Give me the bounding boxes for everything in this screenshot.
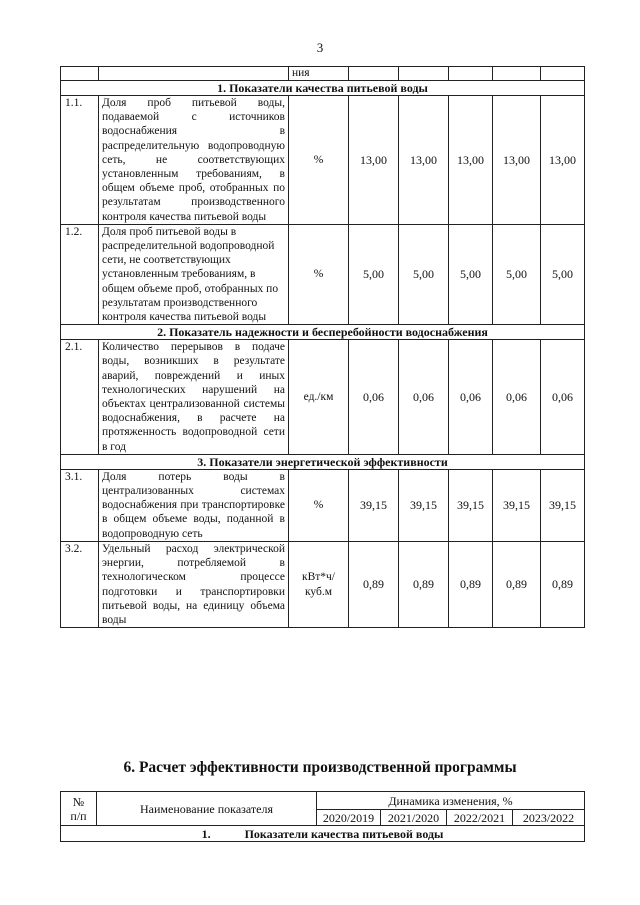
section-header-row (61, 81, 585, 96)
row-indicator-name: Удельный расход электрической энергии, потребляемой в технологическом процессе подготовки и транспортировки питьевой воды, на единицу объема воды (99, 541, 289, 627)
row-number: 1.2. (61, 224, 99, 324)
table-row (61, 541, 585, 627)
section-header-row (61, 826, 585, 842)
row-value: 39,15 (449, 469, 493, 541)
row-unit: кВт*ч/ куб.м (289, 541, 349, 627)
row-value: 0,89 (349, 541, 399, 627)
year-header: 2022/2021 (447, 810, 513, 826)
efficiency-table (60, 791, 585, 842)
row-value: 13,00 (349, 96, 399, 225)
year-header: 2021/2020 (381, 810, 447, 826)
section-number: 1. (201, 826, 211, 841)
row-value: 5,00 (493, 224, 541, 324)
row-number: 3.2. (61, 541, 99, 627)
row-value: 0,06 (493, 340, 541, 455)
table-header-fragment-row (61, 67, 585, 81)
header-cell (61, 67, 99, 81)
row-number: 1.1. (61, 96, 99, 225)
row-unit: % (289, 96, 349, 225)
row-value: 39,15 (493, 469, 541, 541)
header-cell (541, 67, 585, 81)
section-title: 1. Показатели качества питьевой воды (61, 81, 585, 96)
row-value: 5,00 (349, 224, 399, 324)
header-cell-unit: ния (289, 67, 349, 81)
row-indicator-name: Доля проб питьевой воды, подаваемой с источников водоснабжения в распределительную водопроводную сеть, не соответствующих установленным требованиям, в общем объеме проб, отобранных по результатам производственного контроля качества питьевой воды (99, 96, 289, 225)
row-value: 39,15 (349, 469, 399, 541)
row-value: 13,00 (399, 96, 449, 225)
col-num-header: № п/п (61, 792, 97, 826)
row-value: 5,00 (399, 224, 449, 324)
row-value: 0,89 (541, 541, 585, 627)
col-name-header: Наименование показателя (97, 792, 317, 826)
row-value: 0,06 (399, 340, 449, 455)
section-title: 2. Показатель надежности и бесперебойности водоснабжения (61, 325, 585, 340)
table-row (61, 469, 585, 541)
row-indicator-name: Доля проб питьевой воды в распределительной водопроводной сети, не соответствующих установленным требованиям, в общем объеме проб, отобранных по результатам производственного контроля качества питьевой воды (99, 224, 289, 324)
header-cell (493, 67, 541, 81)
row-unit: % (289, 224, 349, 324)
header-cell (449, 67, 493, 81)
table-row (61, 96, 585, 225)
dynamics-header: Динамика изменения, % (317, 792, 585, 810)
row-value: 0,89 (399, 541, 449, 627)
table-row (61, 340, 585, 455)
row-value: 5,00 (541, 224, 585, 324)
row-value: 13,00 (541, 96, 585, 225)
section-6-heading: 6. Расчет эффективности производственной программы (123, 759, 517, 776)
row-value: 13,00 (493, 96, 541, 225)
table-header-row (61, 792, 585, 810)
year-header: 2020/2019 (317, 810, 381, 826)
row-value: 0,06 (349, 340, 399, 455)
row-unit: ед./км (289, 340, 349, 455)
section-header-row (61, 325, 585, 340)
row-indicator-name: Доля потерь воды в централизованных системах водоснабжения при транспортировке в общем объеме воды, поданной в водопроводную сеть (99, 469, 289, 541)
row-number: 2.1. (61, 340, 99, 455)
table-row (61, 224, 585, 324)
row-value: 13,00 (449, 96, 493, 225)
row-indicator-name: Количество перерывов в подаче воды, возникших в результате аварий, повреждений и иных технологических нарушений на объектах централизованной системы водоснабжения, в расчете на протяженность водопроводной сети в год (99, 340, 289, 455)
section-title-text: Показатели качества питьевой воды (244, 826, 444, 841)
row-value: 39,15 (541, 469, 585, 541)
year-header: 2023/2022 (513, 810, 585, 826)
indicators-table (60, 66, 585, 628)
header-cell (349, 67, 399, 81)
row-number: 3.1. (61, 469, 99, 541)
row-unit: % (289, 469, 349, 541)
section-title (61, 826, 585, 842)
row-value: 0,89 (449, 541, 493, 627)
section-header-row (61, 454, 585, 469)
row-value: 0,89 (493, 541, 541, 627)
row-value: 0,06 (449, 340, 493, 455)
row-value: 0,06 (541, 340, 585, 455)
header-cell (399, 67, 449, 81)
row-value: 5,00 (449, 224, 493, 324)
page-number: 3 (316, 40, 324, 55)
row-value: 39,15 (399, 469, 449, 541)
section-title: 3. Показатели энергетической эффективности (61, 454, 585, 469)
header-cell (99, 67, 289, 81)
